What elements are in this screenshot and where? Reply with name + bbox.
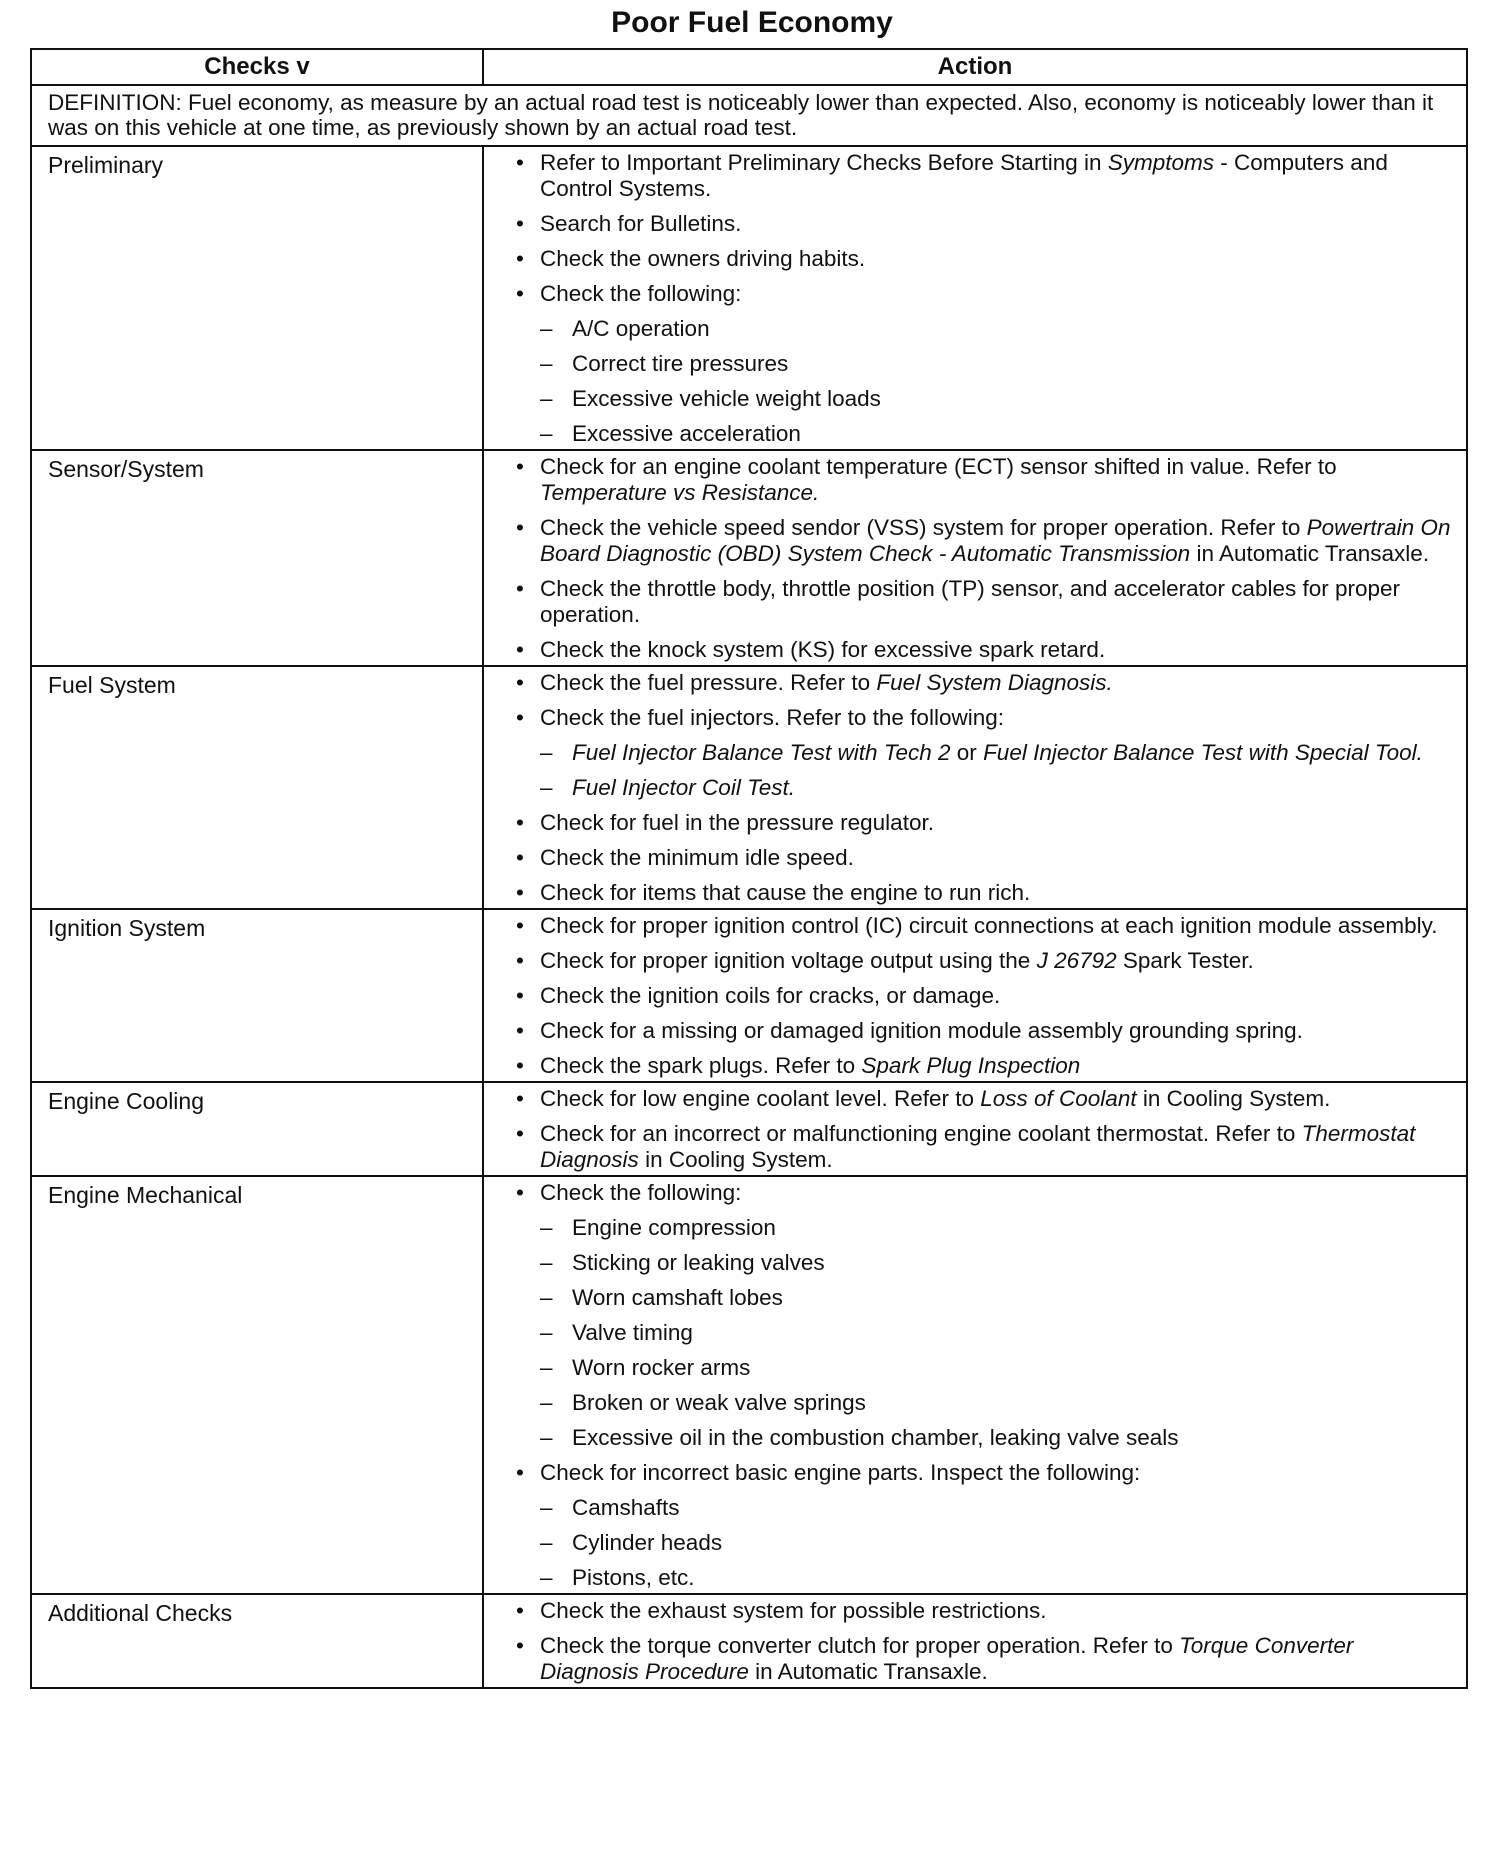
italic-reference: Loss of Coolant: [980, 1086, 1137, 1111]
table-row: [31, 1594, 1467, 1688]
italic-reference: Fuel Injector Balance Test with Special Tool.: [983, 740, 1423, 765]
text-run: in Automatic Transaxle.: [1190, 541, 1430, 566]
italic-reference: Symptoms: [1107, 150, 1215, 175]
action-cell: [483, 450, 1467, 666]
text-run: Check the fuel injectors. Refer to the following:: [540, 705, 1004, 730]
sub-item: [540, 1355, 1458, 1381]
italic-reference: Spark Plug Inspection: [861, 1053, 1081, 1078]
dash-icon: –: [540, 1390, 553, 1415]
dash-icon: –: [540, 316, 553, 341]
text-run: Camshafts: [572, 1495, 680, 1520]
action-item: [506, 670, 1458, 696]
action-item: [506, 1180, 1458, 1451]
table-row: [31, 909, 1467, 1082]
dash-icon: –: [540, 1565, 553, 1590]
action-list: [506, 1180, 1458, 1591]
text-run: Excessive vehicle weight loads: [572, 386, 881, 411]
text-run: Excessive oil in the combustion chamber, leaking valve seals: [572, 1425, 1179, 1450]
action-item: [506, 983, 1458, 1009]
text-run: Check for a missing or damaged ignition module assembly grounding spring.: [540, 1018, 1303, 1043]
text-run: Check for fuel in the pressure regulator.: [540, 810, 934, 835]
action-item: [506, 1053, 1458, 1079]
page-title: Poor Fuel Economy: [611, 6, 893, 39]
sub-item-list: [540, 316, 1458, 447]
text-run: in Automatic Transaxle.: [748, 1659, 988, 1684]
action-cell: [483, 1594, 1467, 1688]
text-run: Refer to Important Preliminary Checks Before Starting in: [540, 150, 1108, 175]
action-item: [506, 1121, 1458, 1173]
action-item: [506, 913, 1458, 939]
text-run: in Cooling System.: [638, 1147, 833, 1172]
action-item: [506, 150, 1458, 202]
header-row: [31, 49, 1467, 85]
text-run: Check for items that cause the engine to run rich.: [540, 880, 1031, 905]
action-item: [506, 1598, 1458, 1624]
action-item: [506, 576, 1458, 628]
sub-item: [540, 775, 1458, 801]
dash-icon: –: [540, 775, 553, 800]
italic-reference: Temperature vs Resistance.: [540, 480, 820, 505]
bullet-icon: •: [516, 1460, 524, 1485]
action-item: [506, 880, 1458, 906]
action-item: [506, 948, 1458, 974]
sub-item: [540, 351, 1458, 377]
text-run: Check the following:: [540, 1180, 742, 1205]
bullet-icon: •: [516, 1598, 524, 1623]
text-run: in Cooling System.: [1136, 1086, 1331, 1111]
action-item: [506, 454, 1458, 506]
sub-item: [540, 1495, 1458, 1521]
bullet-icon: •: [516, 150, 524, 175]
sub-item: [540, 1530, 1458, 1556]
text-run: Check the vehicle speed sendor (VSS) system for proper operation. Refer to: [540, 515, 1307, 540]
table-row: [31, 1082, 1467, 1176]
action-list: [506, 913, 1458, 1079]
bullet-icon: •: [516, 880, 524, 905]
dash-icon: –: [540, 1285, 553, 1310]
action-cell: [483, 146, 1467, 450]
sub-item: [540, 421, 1458, 447]
bullet-icon: •: [516, 246, 524, 271]
check-category: Engine Mechanical: [31, 1176, 483, 1594]
bullet-icon: •: [516, 845, 524, 870]
sub-item: [540, 1390, 1458, 1416]
text-run: Cylinder heads: [572, 1530, 723, 1555]
bullet-icon: •: [516, 211, 524, 236]
check-category: Fuel System: [31, 666, 483, 909]
dash-icon: –: [540, 1530, 553, 1555]
text-run: Check the knock system (KS) for excessive spark retard.: [540, 637, 1106, 662]
text-run: A/C operation: [572, 316, 710, 341]
diagnosis-table: [30, 48, 1468, 1689]
bullet-icon: •: [516, 637, 524, 662]
bullet-icon: •: [516, 1018, 524, 1043]
bullet-icon: •: [516, 670, 524, 695]
dash-icon: –: [540, 740, 553, 765]
check-category: Sensor/System: [31, 450, 483, 666]
action-column-header: Action: [483, 49, 1467, 85]
action-cell: [483, 1082, 1467, 1176]
bullet-icon: •: [516, 1086, 524, 1111]
text-run: Engine compression: [572, 1215, 776, 1240]
text-run: Check the owners driving habits.: [540, 246, 866, 271]
italic-reference: Fuel Injector Balance Test with Tech 2: [572, 740, 951, 765]
action-item: [506, 1460, 1458, 1591]
text-run: Check the ignition coils for cracks, or damage.: [540, 983, 1001, 1008]
bullet-icon: •: [516, 515, 524, 540]
text-run: or: [950, 740, 984, 765]
definition-row: [31, 85, 1467, 146]
text-run: Correct tire pressures: [572, 351, 789, 376]
sub-item: [540, 386, 1458, 412]
table-row: [31, 146, 1467, 450]
action-item: [506, 845, 1458, 871]
action-list: [506, 670, 1458, 906]
definition-text: DEFINITION: Fuel economy, as measure by an actual road test is noticeably lower than expected. Also, economy is noticeably lower than it was on this vehicle at one time, as previously shown by an actual road test.: [31, 85, 1467, 146]
sub-item: [540, 1250, 1458, 1276]
bullet-icon: •: [516, 1053, 524, 1078]
action-item: [506, 705, 1458, 801]
bullet-icon: •: [516, 1180, 524, 1205]
sub-item-list: [540, 740, 1458, 801]
check-category: Engine Cooling: [31, 1082, 483, 1176]
check-category: Preliminary: [31, 146, 483, 450]
sub-item-list: [540, 1215, 1458, 1451]
action-item: [506, 1086, 1458, 1112]
text-run: Spark Tester.: [1116, 948, 1254, 973]
bullet-icon: •: [516, 281, 524, 306]
table-row: [31, 1176, 1467, 1594]
action-item: [506, 211, 1458, 237]
table-row: [31, 666, 1467, 909]
bullet-icon: •: [516, 948, 524, 973]
action-cell: [483, 1176, 1467, 1594]
sub-item: [540, 316, 1458, 342]
dash-icon: –: [540, 421, 553, 446]
check-category: Ignition System: [31, 909, 483, 1082]
table-row: [31, 450, 1467, 666]
action-item: [506, 637, 1458, 663]
action-item: [506, 246, 1458, 272]
italic-reference: Fuel System Diagnosis.: [876, 670, 1113, 695]
dash-icon: –: [540, 1250, 553, 1275]
italic-reference: J 26792: [1036, 948, 1117, 973]
action-item: [506, 1633, 1458, 1685]
text-run: Check the throttle body, throttle position (TP) sensor, and accelerator cables for proper operation.: [540, 576, 1401, 627]
sub-item-list: [540, 1495, 1458, 1591]
text-run: Sticking or leaking valves: [572, 1250, 825, 1275]
text-run: Check for an engine coolant temperature (ECT) sensor shifted in value. Refer to: [540, 454, 1337, 479]
sub-item: [540, 1285, 1458, 1311]
text-run: - Computers and Control Systems.: [540, 150, 1388, 201]
dash-icon: –: [540, 1215, 553, 1240]
action-list: [506, 1598, 1458, 1685]
bullet-icon: •: [516, 1633, 524, 1658]
bullet-icon: •: [516, 454, 524, 479]
text-run: Broken or weak valve springs: [572, 1390, 866, 1415]
bullet-icon: •: [516, 983, 524, 1008]
action-list: [506, 1086, 1458, 1173]
action-item: [506, 515, 1458, 567]
bullet-icon: •: [516, 576, 524, 601]
text-run: Valve timing: [572, 1320, 693, 1345]
text-run: Check for proper ignition control (IC) circuit connections at each ignition module assembly.: [540, 913, 1438, 938]
action-list: [506, 454, 1458, 663]
text-run: Search for Bulletins.: [540, 211, 742, 236]
text-run: Check for incorrect basic engine parts. Inspect the following:: [540, 1460, 1141, 1485]
bullet-icon: •: [516, 913, 524, 938]
dash-icon: –: [540, 386, 553, 411]
text-run: Check the torque converter clutch for proper operation. Refer to: [540, 1633, 1180, 1658]
table-body: [31, 85, 1467, 1688]
text-run: Check the following:: [540, 281, 742, 306]
sub-item: [540, 1565, 1458, 1591]
bullet-icon: •: [516, 1121, 524, 1146]
sub-item: [540, 1425, 1458, 1451]
text-run: Check for proper ignition voltage output using the: [540, 948, 1037, 973]
bullet-icon: •: [516, 810, 524, 835]
text-run: Check the exhaust system for possible restrictions.: [540, 1598, 1047, 1623]
text-run: Worn camshaft lobes: [572, 1285, 783, 1310]
action-list: [506, 150, 1458, 447]
dash-icon: –: [540, 1355, 553, 1380]
italic-reference: Thermostat Diagnosis: [540, 1121, 1416, 1172]
text-run: Check for an incorrect or malfunctioning engine coolant thermostat. Refer to: [540, 1121, 1302, 1146]
italic-reference: Torque Converter Diagnosis Procedure: [540, 1633, 1354, 1684]
dash-icon: –: [540, 351, 553, 376]
text-run: Pistons, etc.: [572, 1565, 695, 1590]
dash-icon: –: [540, 1425, 553, 1450]
check-category: Additional Checks: [31, 1594, 483, 1688]
text-run: Worn rocker arms: [572, 1355, 751, 1380]
dash-icon: –: [540, 1320, 553, 1345]
action-cell: [483, 666, 1467, 909]
bullet-icon: •: [516, 705, 524, 730]
sub-item: [540, 1215, 1458, 1241]
italic-reference: Powertrain On Board Diagnostic (OBD) System Check - Automatic Transmission: [540, 515, 1451, 566]
italic-reference: Fuel Injector Coil Test.: [572, 775, 796, 800]
text-run: Check the minimum idle speed.: [540, 845, 854, 870]
text-run: Check the fuel pressure. Refer to: [540, 670, 877, 695]
action-item: [506, 1018, 1458, 1044]
text-run: Check the spark plugs. Refer to: [540, 1053, 862, 1078]
sub-item: [540, 740, 1458, 766]
text-run: Check for low engine coolant level. Refer to: [540, 1086, 981, 1111]
dash-icon: –: [540, 1495, 553, 1520]
text-run: Excessive acceleration: [572, 421, 801, 446]
checks-column-header: Checks v: [31, 49, 483, 85]
action-item: [506, 810, 1458, 836]
action-cell: [483, 909, 1467, 1082]
action-item: [506, 281, 1458, 447]
sub-item: [540, 1320, 1458, 1346]
